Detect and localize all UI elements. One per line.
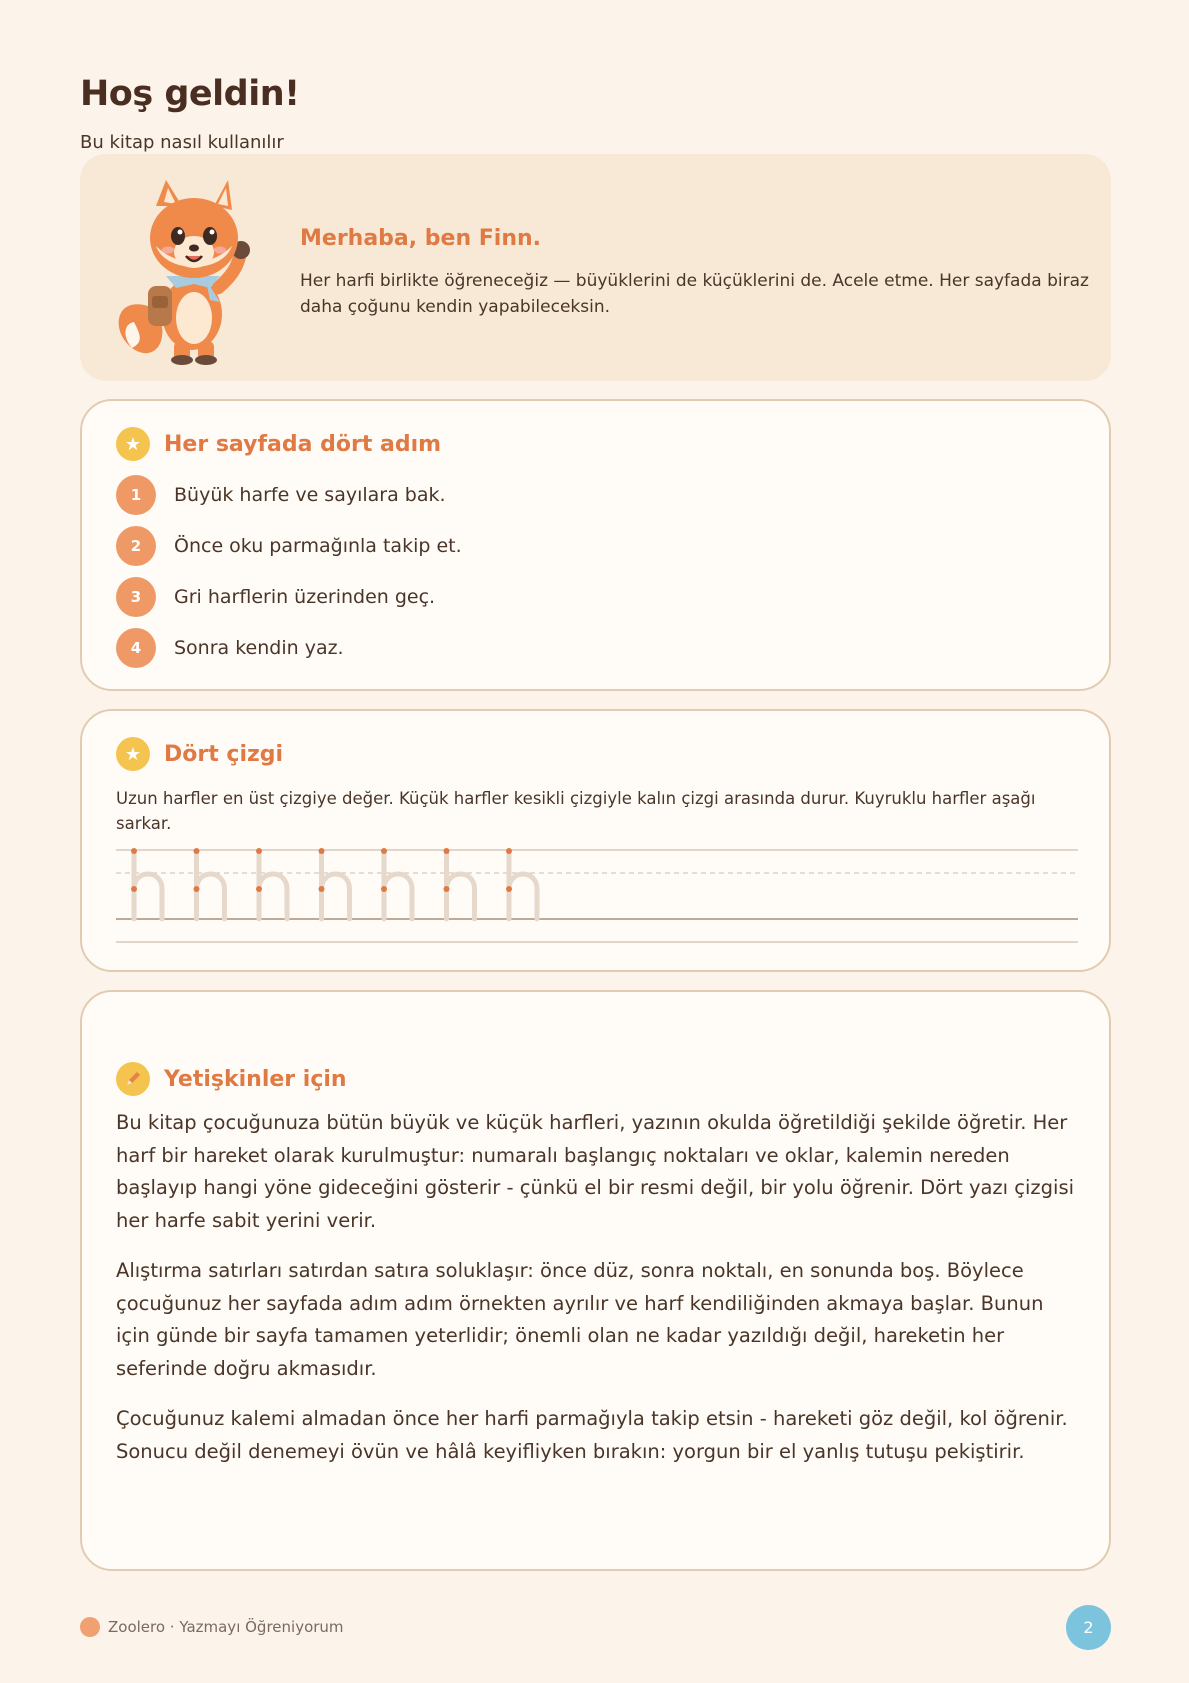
steps-list [116, 475, 462, 679]
adults-heading [116, 1062, 347, 1096]
step-text: Büyük harfe ve sayılara bak. [174, 484, 446, 506]
start-dot [256, 848, 262, 854]
star-icon: ★ [116, 427, 150, 461]
practice-letters [131, 848, 537, 919]
page-title: Hoş geldin! [80, 74, 300, 114]
lines-title: Dört çizgi [164, 741, 284, 767]
start-dot [131, 886, 137, 892]
lines-description: Uzun harfler en üst çizgiye değer. Küçük harfler kesikli çizgiyle kalın çizgi arasında durur. Kuyruklu harfler aşağı sarkar. [116, 789, 1036, 833]
adults-paragraph: Alıştırma satırları satırdan satıra soluklaşır: önce düz, sonra noktalı, en sonunda boş. Böylece çocuğunuz her sayfada adım adım örnekten ayrılır ve harf kendiliğinden akmaya başlar. Bunun için günde bir sayfa tamamen yeterlidir; önemli olan ne kadar yazıldığı değil, hareketin her seferinde doğru akmasıdır. [116, 1259, 1044, 1380]
intro-card [80, 154, 1111, 381]
steps-card [80, 399, 1111, 691]
adults-paragraph: Bu kitap çocuğunuza bütün büyük ve küçük harfleri, yazının okulda öğretildiği şekilde öğretir. Her harf bir hareket olarak kurulmuştur: numaralı başlangıç noktaları ve oklar, kalemin nereden başlayıp hangi yöne gideceğini gösterir - çünkü el bir resmi değil, bir yolu öğrenir. Dört yazı çizgisi her harfe sabit yerini verir. [116, 1111, 1075, 1232]
adults-text [116, 1107, 1081, 1486]
intro-text: Her harfi birlikte öğreneceğiz — büyüklerini de küçüklerini de. Acele etme. Her sayfada biraz daha çoğunu kendin yapabileceksin. [300, 271, 1089, 317]
footer-brand-dot [80, 1617, 100, 1637]
start-dot [194, 848, 200, 854]
tracing-letter [509, 851, 537, 919]
step-number-badge: 2 [116, 526, 156, 566]
tracing-letter [197, 851, 225, 919]
step-text: Gri harflerin üzerinden geç. [174, 586, 436, 608]
list-item [116, 577, 462, 617]
adults-paragraph: Çocuğunuz kalemi almadan önce her harfi parmağıyla takip etsin - hareketi göz değil, kol öğrenir. Sonucu değil denemeyi övün ve hâlâ keyifliyken bırakın: yorgun bir el yanlış tutuşu pekiştirir. [116, 1407, 1068, 1463]
start-dot [319, 886, 325, 892]
writing-lines-practice [116, 841, 1078, 951]
start-dot [319, 848, 325, 854]
start-dot [381, 886, 387, 892]
step-text: Önce oku parmağınla takip et. [174, 535, 462, 557]
tracing-letter [134, 851, 162, 919]
fox-mascot-icon [110, 176, 270, 366]
tracing-letter [384, 851, 412, 919]
steps-title: Her sayfada dört adım [164, 431, 442, 457]
adults-title: Yetişkinler için [164, 1066, 347, 1092]
start-dot [444, 886, 450, 892]
tracing-letter [322, 851, 350, 919]
list-item [116, 475, 462, 515]
adults-card [80, 990, 1111, 1571]
tracing-letter [259, 851, 287, 919]
pencil-icon [116, 1062, 150, 1096]
lines-heading [116, 737, 283, 771]
start-dot [131, 848, 137, 854]
step-number-badge: 1 [116, 475, 156, 515]
start-dot [444, 848, 450, 854]
page-subtitle: Bu kitap nasıl kullanılır [80, 132, 284, 153]
footer-brand: Zoolero · Yazmayı Öğreniyorum [108, 1618, 344, 1636]
step-number-badge: 4 [116, 628, 156, 668]
star-icon: ★ [116, 737, 150, 771]
start-dot [381, 848, 387, 854]
start-dot [256, 886, 262, 892]
list-item [116, 628, 462, 668]
lines-card [80, 709, 1111, 972]
start-dot [506, 886, 512, 892]
step-text: Sonra kendin yaz. [174, 637, 344, 659]
start-dot [194, 886, 200, 892]
page-number: 2 [1066, 1605, 1111, 1650]
start-dot [506, 848, 512, 854]
list-item [116, 526, 462, 566]
intro-heading: Merhaba, ben Finn. [300, 226, 542, 251]
step-number-badge: 3 [116, 577, 156, 617]
tracing-letter [447, 851, 475, 919]
steps-heading [116, 427, 441, 461]
